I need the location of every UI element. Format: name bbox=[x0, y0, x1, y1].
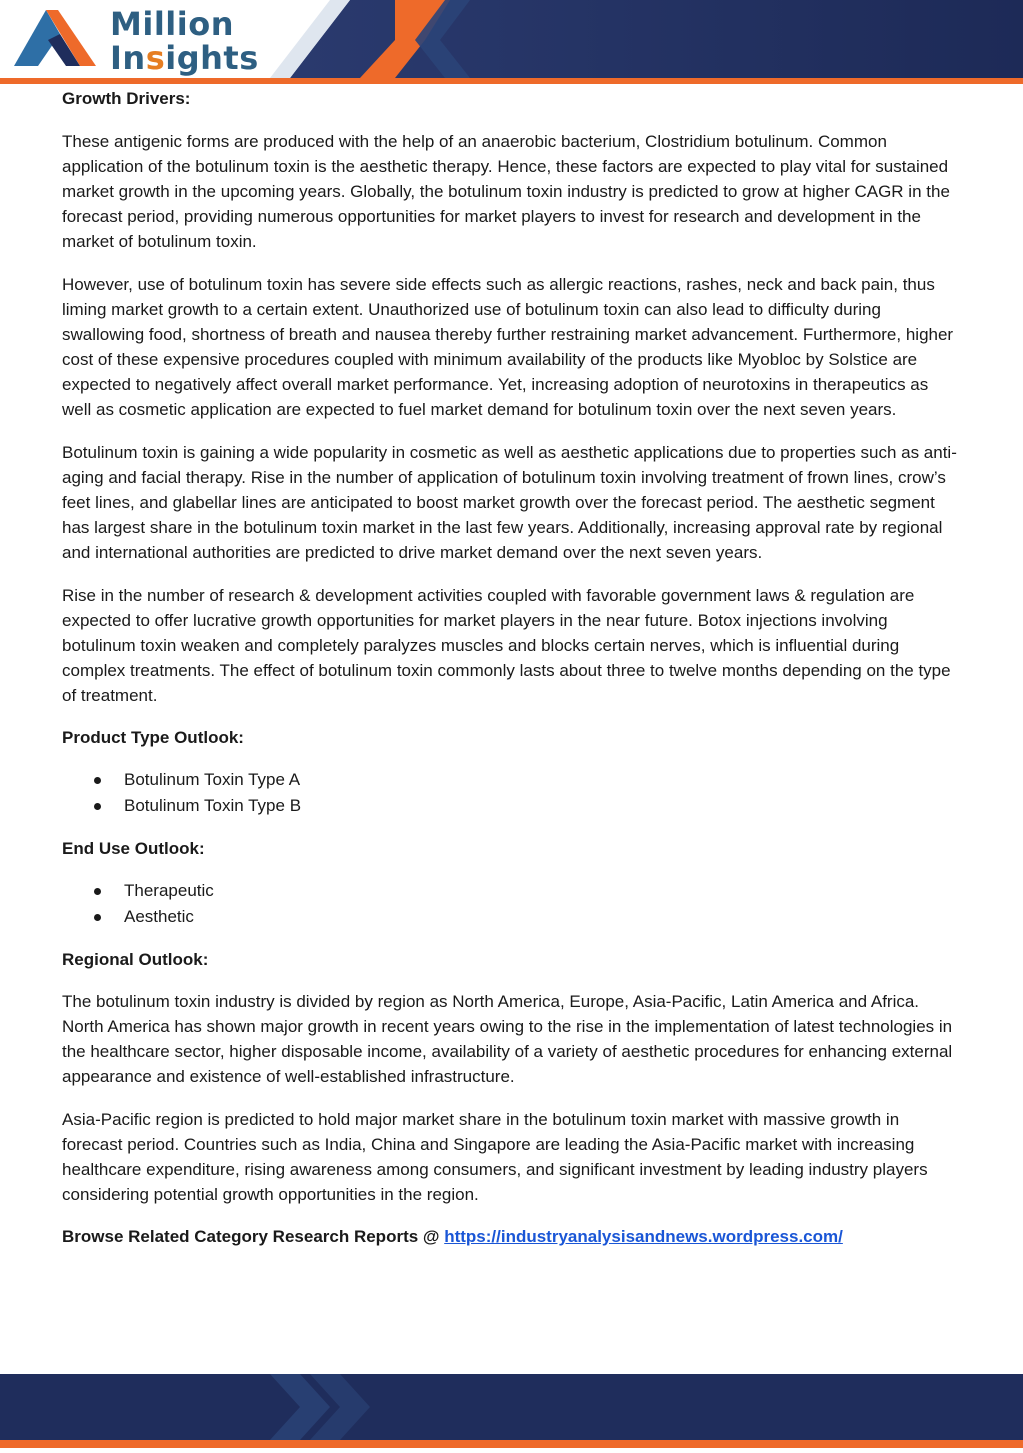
brand-logo bbox=[110, 5, 259, 77]
browse-label: Browse Related Category Research Reports @ bbox=[62, 1227, 445, 1246]
heading-growth-drivers: Growth Drivers: bbox=[62, 89, 191, 108]
paragraph: Botulinum toxin is gaining a wide popularity in cosmetic as well as aesthetic applications due to properties such as anti-aging and facial therapy. Rise in the number of application of botulinum toxin involving treatment of frown lines, crow’s feet lines, and glabellar lines are anticipated to boost market growth over the forecast period. The aesthetic segment has largest share in the botulinum toxin market in the last few years. Additionally, increasing approval rate by regional and international authorities are predicted to drive market demand over the next seven years. bbox=[62, 443, 957, 562]
browse-related-reports bbox=[62, 1224, 962, 1249]
brand-name-line1: Million bbox=[110, 5, 234, 43]
end-use-list bbox=[62, 878, 962, 930]
paragraph: Asia-Pacific region is predicted to hold major market share in the botulinum toxin market with massive growth in forecast period. Countries such as India, China and Singapore are leading the Asia-Pacific market with increasing healthcare expenditure, rising awareness among consumers, and significant investment by leading industry players considering potential growth opportunities in the region. bbox=[62, 1110, 928, 1204]
footer-banner bbox=[0, 1374, 1023, 1448]
list-item: Therapeutic bbox=[62, 878, 962, 904]
brand-accent-letter: s bbox=[145, 39, 166, 77]
page-header bbox=[0, 0, 1023, 84]
document-body bbox=[62, 86, 962, 1249]
list-item: Botulinum Toxin Type A bbox=[62, 767, 962, 793]
heading-end-use-outlook: End Use Outlook: bbox=[62, 839, 205, 858]
list-item: Botulinum Toxin Type B bbox=[62, 793, 962, 819]
paragraph: The botulinum toxin industry is divided by region as North America, Europe, Asia-Pacific, Latin America and Africa. North America has shown major growth in recent years owing to the rise in the implementation of latest technologies in the healthcare sector, higher disposable income, availability of a variety of aesthetic procedures for enhancing external appearance and existence of well-established infrastructure. bbox=[62, 992, 953, 1086]
paragraph: These antigenic forms are produced with the help of an anaerobic bacterium, Clostridium botulinum. Common application of the botulinum toxin is the aesthetic therapy. Hence, these factors are expected to play vital for sustained market growth in the upcoming years. Globally, the botulinum toxin industry is predicted to grow at higher CAGR in the forecast period, providing numerous opportunities for market players to invest for research and development in the market of botulinum toxin. bbox=[62, 132, 950, 251]
paragraph: However, use of botulinum toxin has severe side effects such as allergic reactions, rashes, neck and back pain, thus liming market growth to a certain extent. Unauthorized use of botulinum toxin can also lead to difficulty during swallowing food, shortness of breath and nausea thereby further restraining market advancement. Furthermore, higher cost of these expensive procedures coupled with minimum availability of the products like Myobloc by Solstice are expected to negatively affect overall market performance. Yet, increasing adoption of neurotoxins in therapeutics as well as cosmetic application are expected to fuel market demand for botulinum toxin over the next seven years. bbox=[62, 275, 954, 419]
brand-name-line2: Insights bbox=[110, 39, 259, 77]
paragraph: Rise in the number of research & development activities coupled with favorable government laws & regulation are expected to offer lucrative growth opportunities for market players in the near future. Botox injections involving botulinum toxin weaken and completely paralyzes muscles and blocks certain nerves, which is influential during complex treatments. The effect of botulinum toxin commonly lasts about three to twelve months depending on the type of treatment. bbox=[62, 586, 951, 705]
heading-regional-outlook: Regional Outlook: bbox=[62, 950, 209, 969]
logo-mark-icon bbox=[0, 0, 110, 80]
product-type-list bbox=[62, 767, 962, 819]
page-footer bbox=[0, 1374, 1023, 1448]
heading-product-type-outlook: Product Type Outlook: bbox=[62, 728, 244, 747]
list-item: Aesthetic bbox=[62, 904, 962, 930]
related-reports-link[interactable]: https://industryanalysisandnews.wordpress.com/ bbox=[444, 1227, 843, 1246]
